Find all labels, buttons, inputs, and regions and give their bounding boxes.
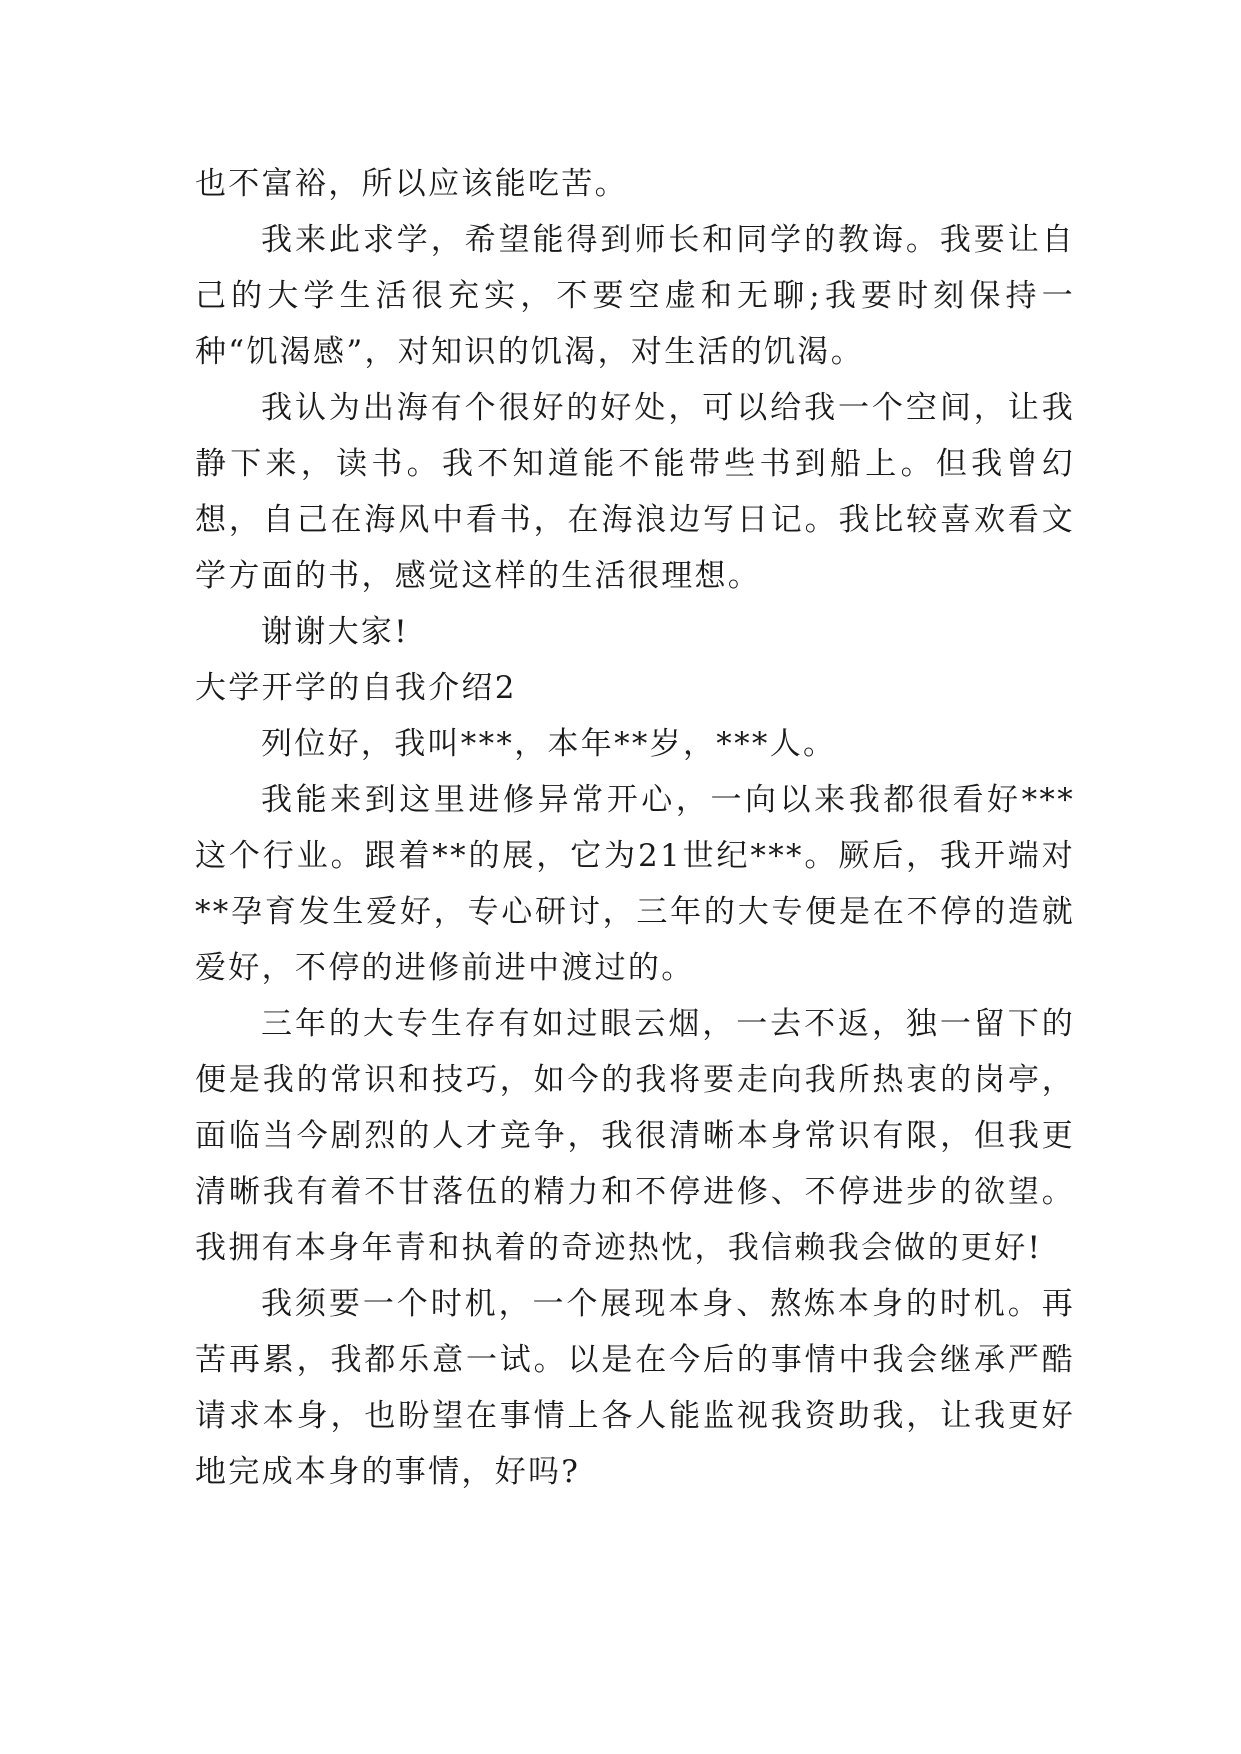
document-body: [195, 156, 1075, 1500]
paragraph: 列位好，我叫***，本年**岁，***人。: [261, 726, 837, 762]
paragraph: 我来此求学，希望能得到师长和同学的教诲。我要让自己的大学生活很充实，不要空虚和无聊;我要时刻保持一种“饥渴感”，对知识的饥渴，对生活的饥渴。: [195, 222, 1075, 370]
paragraph: 也不富裕，所以应该能吃苦。: [195, 166, 628, 202]
section-heading: 大学开学的自我介绍2: [195, 670, 517, 706]
paragraph: 三年的大专生存有如过眼云烟，一去不返，独一留下的便是我的常识和技巧，如今的我将要走向我所热衷的岗亭，面临当今剧烈的人才竞争，我很清晰本身常识有限，但我更清晰我有着不甘落伍的精力和不停进修、不停进步的欲望。我拥有本身年青和执着的奇迹热忱，我信赖我会做的更好!: [195, 1006, 1075, 1266]
paragraph: 我能来到这里进修异常开心，一向以来我都很看好***这个行业。跟着**的展，它为21世纪***。厥后，我开端对**孕育发生爱好，专心研讨，三年的大专便是在不停的造就爱好，不停的进修前进中渡过的。: [195, 782, 1075, 986]
paragraph: 我须要一个时机，一个展现本身、熬炼本身的时机。再苦再累，我都乐意一试。以是在今后的事情中我会继承严酷请求本身，也盼望在事情上各人能监视我资助我，让我更好地完成本身的事情，好吗?: [195, 1286, 1075, 1490]
paragraph: 我认为出海有个很好的好处，可以给我一个空间，让我静下来，读书。我不知道能不能带些书到船上。但我曾幻想，自己在海风中看书，在海浪边写日记。我比较喜欢看文学方面的书，感觉这样的生活很理想。: [195, 390, 1075, 594]
paragraph: 谢谢大家!: [261, 614, 409, 650]
